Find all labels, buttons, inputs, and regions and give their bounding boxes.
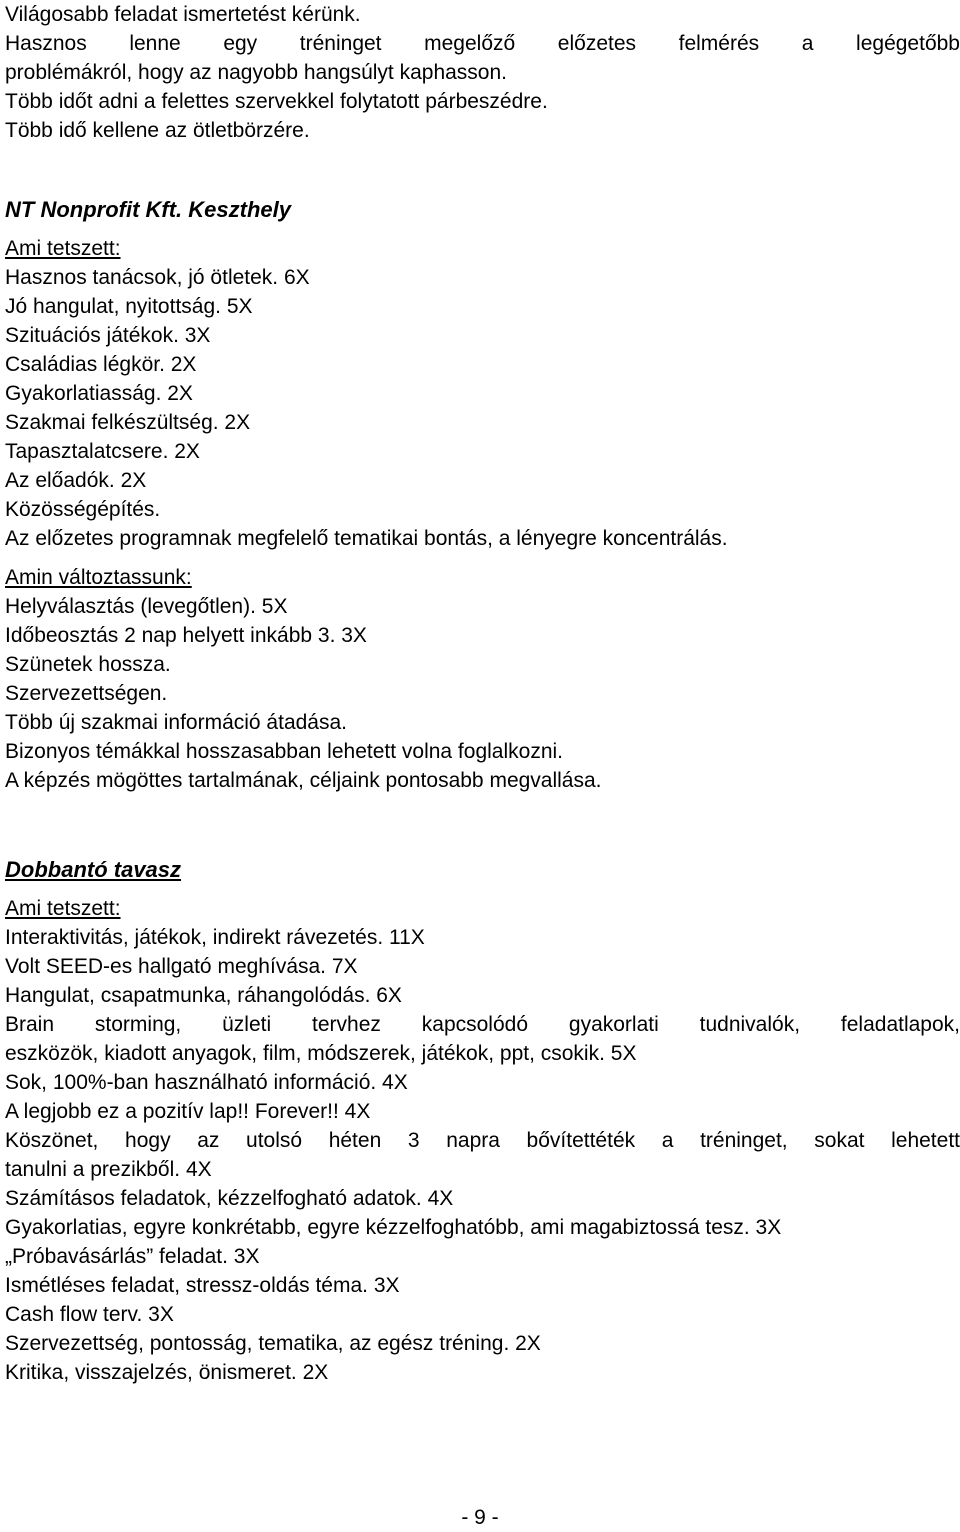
list-item: eszközök, kiadott anyagok, film, módszerek, játékok, ppt, csokik. 5X <box>5 1042 637 1065</box>
list-item: Bizonyos témákkal hosszasabban lehetett volna foglalkozni. <box>5 740 563 763</box>
list-item: Az előzetes programnak megfelelő tematikai bontás, a lényegre koncentrálás. <box>5 527 728 550</box>
document-page <box>5 0 960 1387</box>
change-label: Amin változtassunk: <box>5 566 192 589</box>
list-item: A legjobb ez a pozitív lap!! Forever!! 4X <box>5 1100 371 1123</box>
intro-block <box>5 0 960 145</box>
section-title: NT Nonprofit Kft. Keszthely <box>5 197 291 222</box>
list-item: Kritika, visszajelzés, önismeret. 2X <box>5 1361 329 1384</box>
liked-list <box>5 263 960 553</box>
list-item: Több új szakmai információ átadása. <box>5 711 347 734</box>
list-item: Brain storming, üzleti tervhez kapcsolódó gyakorlati tudnivalók, feladatlapok, <box>5 1013 960 1036</box>
list-item: Tapasztalatcsere. 2X <box>5 440 200 463</box>
intro-line: Világosabb feladat ismertetést kérünk. <box>5 3 361 26</box>
intro-line: Több időt adni a felettes szervekkel folytatott párbeszédre. <box>5 90 548 113</box>
list-item: Helyválasztás (levegőtlen). 5X <box>5 595 288 618</box>
list-item: Ismétléses feladat, stressz-oldás téma. 3X <box>5 1274 400 1297</box>
list-item: Családias légkör. 2X <box>5 353 197 376</box>
list-item: Gyakorlatias, egyre konkrétabb, egyre kézzelfoghatóbb, ami magabiztossá tesz. 3X <box>5 1216 782 1239</box>
section-dobbanto-tavasz <box>5 855 960 1387</box>
list-item: Időbeosztás 2 nap helyett inkább 3. 3X <box>5 624 367 647</box>
list-item: Sok, 100%-ban használható információ. 4X <box>5 1071 408 1094</box>
list-item: Az előadók. 2X <box>5 469 147 492</box>
list-item: Köszönet, hogy az utolsó héten 3 napra bővítettéték a tréninget, sokat lehetett <box>5 1129 960 1152</box>
list-item: tanulni a prezikből. 4X <box>5 1158 212 1181</box>
list-item: A képzés mögöttes tartalmának, céljaink pontosabb megvallása. <box>5 769 602 792</box>
page-number: - 9 - <box>461 1506 499 1529</box>
list-item: Közösségépítés. <box>5 498 161 521</box>
change-list <box>5 592 960 795</box>
section-title: Dobbantó tavasz <box>5 857 182 882</box>
liked-label: Ami tetszett: <box>5 897 121 920</box>
list-item: Szünetek hossza. <box>5 653 171 676</box>
list-item: Számításos feladatok, kézzelfogható adatok. 4X <box>5 1187 454 1210</box>
list-item: Hangulat, csapatmunka, ráhangolódás. 6X <box>5 984 402 1007</box>
intro-line: Hasznos lenne egy tréninget megelőző előzetes felmérés a legégetőbb <box>5 32 960 55</box>
intro-line: Több idő kellene az ötletbörzére. <box>5 119 310 142</box>
section-nt-nonprofit <box>5 195 960 795</box>
list-item: „Próbavásárlás” feladat. 3X <box>5 1245 260 1268</box>
list-item: Gyakorlatiasság. 2X <box>5 382 193 405</box>
liked-label: Ami tetszett: <box>5 237 121 260</box>
list-item: Cash flow terv. 3X <box>5 1303 174 1326</box>
list-item: Volt SEED-es hallgató meghívása. 7X <box>5 955 358 978</box>
list-item: Szituációs játékok. 3X <box>5 324 211 347</box>
liked-list <box>5 923 960 1387</box>
list-item: Hasznos tanácsok, jó ötletek. 6X <box>5 266 310 289</box>
list-item: Szakmai felkészültség. 2X <box>5 411 251 434</box>
intro-line: problémákról, hogy az nagyobb hangsúlyt kaphasson. <box>5 61 507 84</box>
list-item: Szervezettség, pontosság, tematika, az egész tréning. 2X <box>5 1332 541 1355</box>
list-item: Szervezettségen. <box>5 682 168 705</box>
list-item: Jó hangulat, nyitottság. 5X <box>5 295 253 318</box>
list-item: Interaktivitás, játékok, indirekt rávezetés. 11X <box>5 926 425 949</box>
